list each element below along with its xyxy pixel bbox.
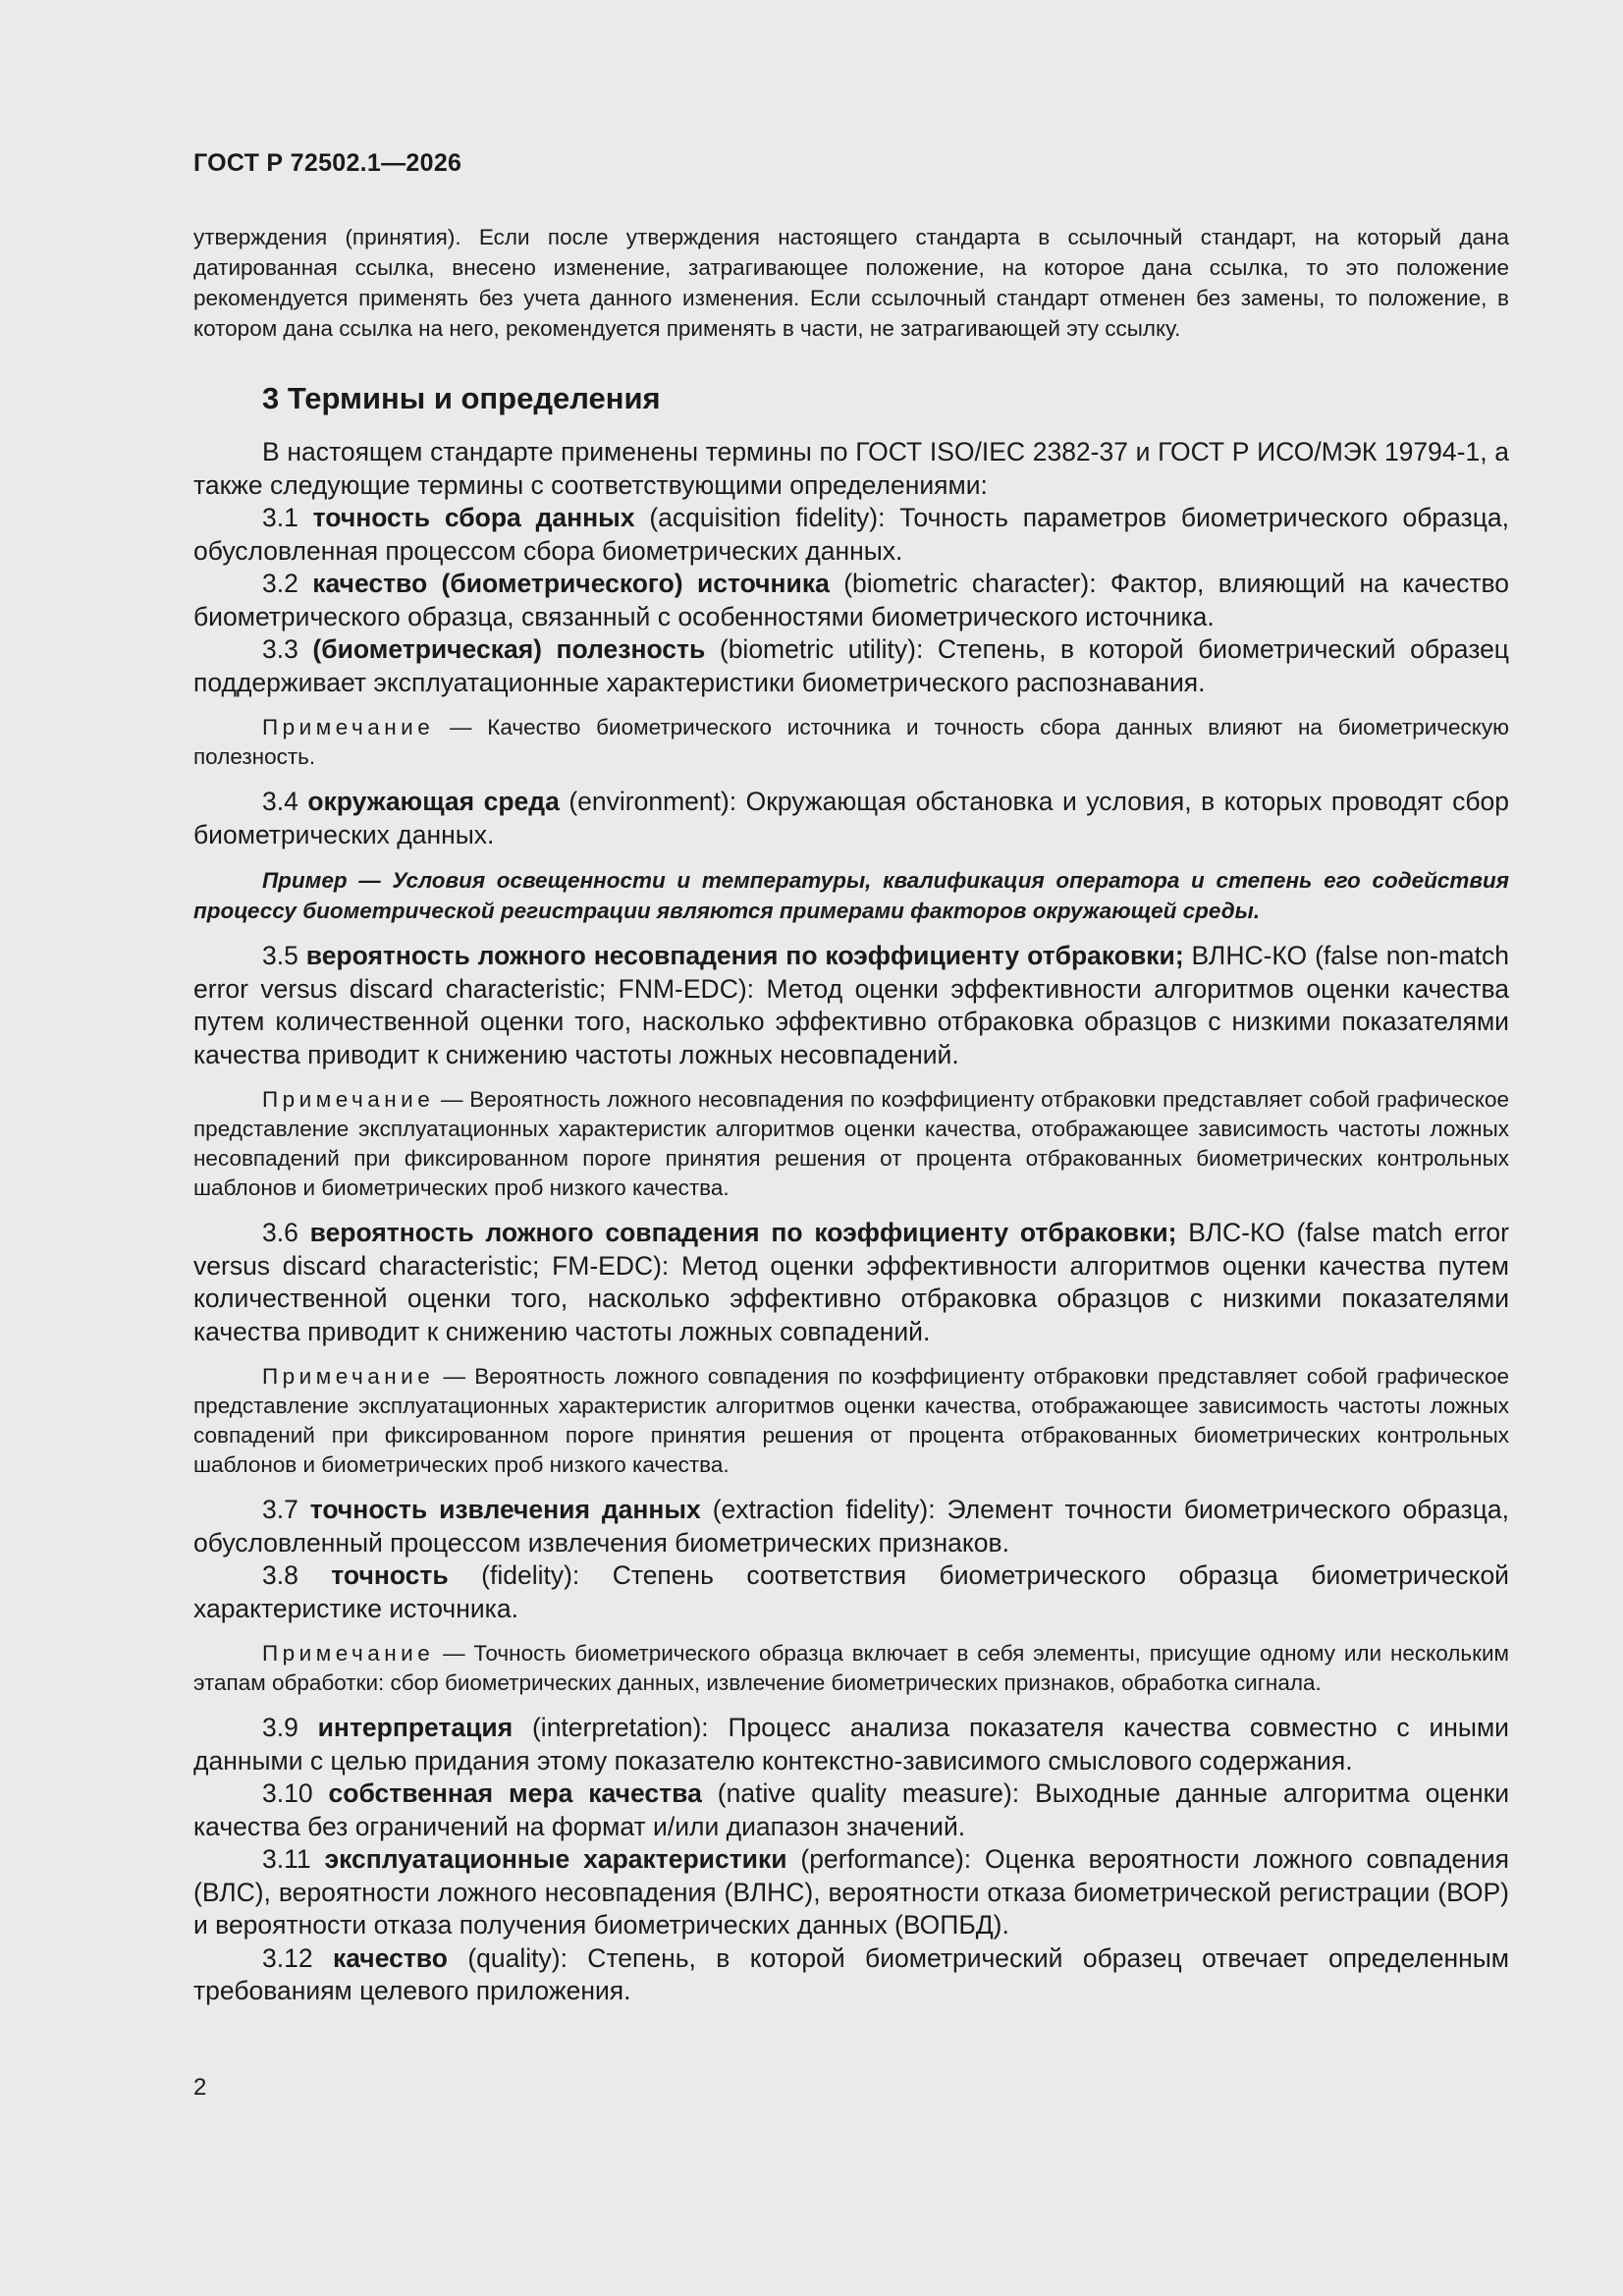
- term-definition: (fidelity): Степень соответствия биометрического образца биометрической характеристике источника.: [193, 1560, 1509, 1623]
- note-text: — Вероятность ложного совпадения по коэффициенту отбраковки представляет собой графическое представление эксплуатационных характеристик алгоритмов оценки качества, отображающее зависимость частоты ложных совпадений при фиксированном пороге принятия решения от процента отбракованных биометрических контрольных шаблонов и биометрических проб низкого качества.: [193, 1364, 1509, 1477]
- document-header: ГОСТ Р 72502.1—2026: [193, 149, 462, 177]
- term-definition: (interpretation): Процесс анализа показателя качества совместно с иными данными с целью придания этому показателю контекстно-зависимого смыслового содержания.: [193, 1713, 1509, 1776]
- term-number: 3.9: [262, 1713, 298, 1742]
- term-number: 3.6: [262, 1218, 298, 1247]
- note-text: — Качество биометрического источника и точность сбора данных влияют на биометрическую полезность.: [193, 715, 1509, 769]
- term-name: окружающая среда: [307, 787, 560, 816]
- note-label: Примечание: [262, 715, 435, 739]
- term-name: качество (биометрического) источника: [312, 569, 830, 598]
- term-3-11: [193, 1843, 1509, 1942]
- term-3-1: [193, 502, 1509, 568]
- term-3-7: [193, 1494, 1509, 1559]
- term-number: 3.1: [262, 503, 298, 532]
- term-3-10: [193, 1777, 1509, 1843]
- document-body: [193, 222, 1509, 2008]
- term-definition: ВЛНС-КО (false non-match error versus discard characteristic; FNM-EDC): Метод оценки эффективности алгоритмов оценки качества путем количественной оценки того, насколько эффективно отбраковка образцов с низкими показателями качества приводит к снижению частоты ложных несовпадений.: [193, 941, 1509, 1069]
- term-name: вероятность ложного совпадения по коэффициенту отбраковки;: [309, 1218, 1177, 1247]
- term-3-4: [193, 786, 1509, 851]
- term-name: точность: [331, 1560, 449, 1590]
- term-definition: (native quality measure): Выходные данные алгоритма оценки качества без ограничений на формат и/или диапазон значений.: [193, 1778, 1509, 1841]
- term-name: эксплуатационные характеристики: [324, 1844, 787, 1874]
- note-label: Примечание: [262, 1364, 435, 1389]
- term-name: вероятность ложного несовпадения по коэффициенту отбраковки;: [305, 941, 1184, 970]
- note-3-8: [193, 1639, 1509, 1698]
- term-number: 3.5: [262, 941, 298, 970]
- term-name: (биометрическая) полезность: [312, 634, 706, 664]
- term-name: собственная мера качества: [328, 1778, 702, 1808]
- term-name: качество: [332, 1942, 448, 1973]
- term-number: 3.10: [262, 1778, 313, 1808]
- term-definition: (biometric character): Фактор, влияющий на качество биометрического образца, связанный с особенностями биометрического источника.: [193, 569, 1509, 631]
- section-lead: В настоящем стандарте применены термины по ГОСТ ISO/IEC 2382-37 и ГОСТ Р ИСО/МЭК 19794-1, а также следующие термины с соответствующими определениями:: [193, 437, 1509, 500]
- note-text: — Вероятность ложного несовпадения по коэффициенту отбраковки представляет собой графическое представление эксплуатационных характеристик алгоритмов оценки качества, отображающее зависимость частоты ложных несовпадений при фиксированном пороге принятия решения от процента отбракованных биометрических контрольных шаблонов и биометрических проб низкого качества.: [193, 1087, 1509, 1200]
- example-3-4: Пример — Условия освещенности и температуры, квалификация оператора и степень его содействия процессу биометрической регистрации являются примерами факторов окружающей среды.: [193, 868, 1509, 923]
- page-number: 2: [193, 2074, 207, 2101]
- term-definition: (biometric utility): Степень, в которой биометрический образец поддерживает эксплуатационные характеристики биометрического распознавания.: [193, 634, 1509, 697]
- term-number: 3.11: [262, 1844, 311, 1874]
- term-name: точность сбора данных: [312, 503, 635, 532]
- term-name: интерпретация: [317, 1713, 514, 1742]
- term-number: 3.8: [262, 1560, 298, 1590]
- term-number: 3.7: [262, 1495, 298, 1524]
- term-definition: ВЛС-КО (false match error versus discard characteristic; FM-EDC): Метод оценки эффективности алгоритмов оценки качества путем количественной оценки того, насколько эффективно отбраковка образцов с низкими показателями качества приводит к снижению частоты ложных совпадений.: [193, 1218, 1509, 1346]
- term-3-5: [193, 940, 1509, 1071]
- note-text: — Точность биометрического образца включает в себя элементы, присущие одному или нескольким этапам обработки: сбор биометрических данных, извлечение биометрических признаков, обработка сигнала.: [193, 1641, 1509, 1695]
- term-3-2: [193, 568, 1509, 633]
- term-definition: (quality): Степень, в которой биометрический образец отвечает определенным требованиям целевого приложения.: [193, 1942, 1509, 2005]
- intro-paragraph: утверждения (принятия). Если после утверждения настоящего стандарта в ссылочный стандарт, на который дана датированная ссылка, внесено изменение, затрагивающее положение, на которое дана ссылка, то это положение рекомендуется применять без учета данного изменения. Если ссылочный стандарт отменен без замены, то положение, в котором дана ссылка на него, рекомендуется применять в части, не затрагивающей эту ссылку.: [193, 225, 1509, 341]
- term-number: 3.12: [262, 1942, 313, 1973]
- note-3-5: [193, 1085, 1509, 1203]
- term-definition: (acquisition fidelity): Точность параметров биометрического образца, обусловленная процессом сбора биометрических данных.: [193, 503, 1509, 566]
- term-3-12: [193, 1942, 1509, 2008]
- term-number: 3.3: [262, 634, 298, 664]
- term-3-9: [193, 1712, 1509, 1777]
- term-number: 3.2: [262, 569, 298, 598]
- term-definition: (environment): Окружающая обстановка и условия, в которых проводят сбор биометрических данных.: [193, 787, 1509, 849]
- note-3-6: [193, 1362, 1509, 1480]
- note-label: Примечание: [262, 1087, 435, 1112]
- term-3-3: [193, 633, 1509, 699]
- term-definition: (performance): Оценка вероятности ложного совпадения (ВЛС), вероятности ложного несовпадения (ВЛНС), вероятности отказа биометрической регистрации (ВОР) и вероятности отказа получения биометрических данных (ВОПБД).: [193, 1844, 1509, 1940]
- term-3-6: [193, 1217, 1509, 1348]
- note-label: Примечание: [262, 1641, 435, 1666]
- term-number: 3.4: [262, 787, 298, 816]
- term-definition: (extraction fidelity): Элемент точности биометрического образца, обусловленный процессом извлечения биометрических признаков.: [193, 1495, 1509, 1558]
- term-name: точность извлечения данных: [309, 1495, 701, 1524]
- section-title: 3 Термины и определения: [262, 381, 661, 415]
- note-3-3: [193, 713, 1509, 772]
- term-3-8: [193, 1559, 1509, 1625]
